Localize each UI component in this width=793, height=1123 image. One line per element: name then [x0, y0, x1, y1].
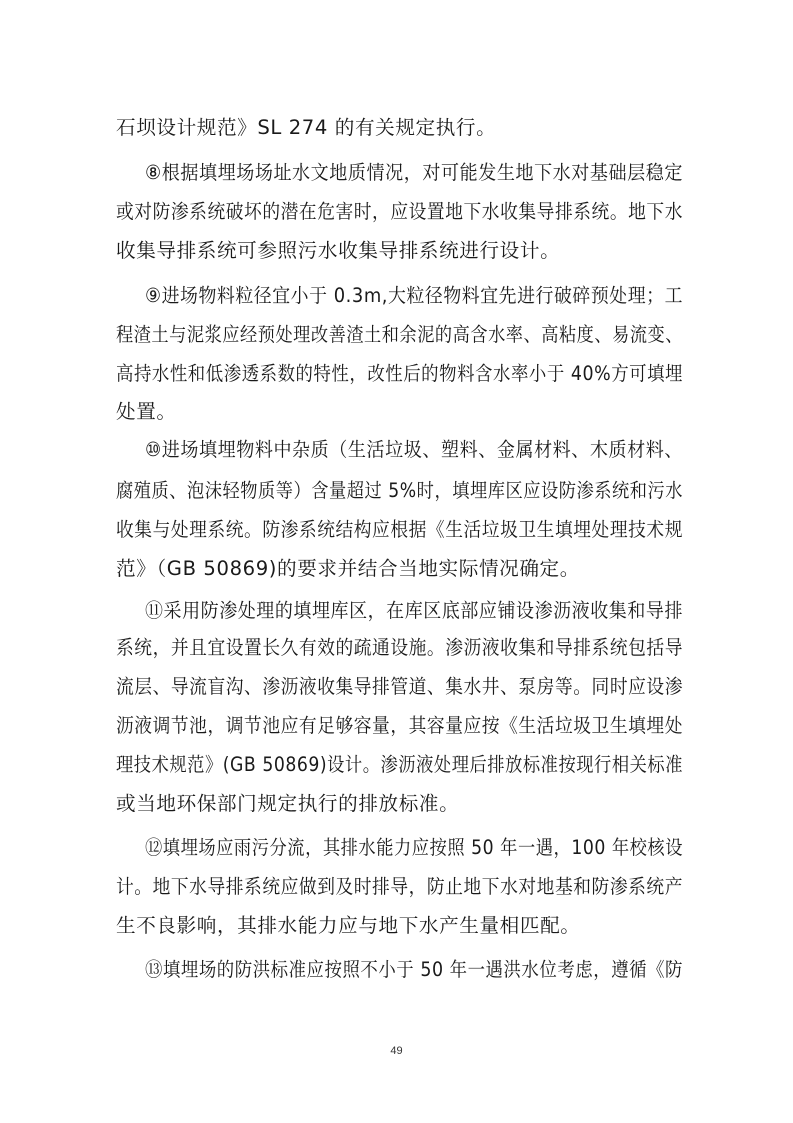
text-line: 流层、导流盲沟、渗沥液收集导排管道、集水井、泵房等。同时应设渗	[116, 675, 683, 698]
text-line: 系统，并且宜设置长久有效的疏通设施。渗沥液收集和导排系统包括导	[116, 636, 683, 659]
text-line: ⑫填埋场应雨污分流，其排水能力应按照 50 年一遇，100 年校核设	[145, 836, 683, 859]
text-line: 计。地下水导排系统应做到及时排导，防止地下水对地基和防渗系统产	[116, 875, 683, 898]
text-line: 生不良影响，其排水能力应与地下水产生量相匹配。	[116, 914, 581, 937]
text-line: 石坝设计规范》SL 274 的有关规定执行。	[116, 116, 497, 139]
text-line: 腐殖质、泡沫轻物质等）含量超过 5%时，填埋库区应设防渗系统和污水	[116, 479, 683, 502]
text-line: ⑩进场填埋物料中杂质（生活垃圾、塑料、金属材料、木质材料、	[145, 438, 683, 461]
text-line: 高持水性和低渗透系数的特性，改性后的物料含水率小于 40%方可填埋	[116, 362, 683, 385]
text-line: 或当地环保部门规定执行的排放标准。	[116, 792, 460, 815]
text-line: 收集导排系统可参照污水收集导排系统进行设计。	[116, 239, 561, 262]
text-line: ⑨进场物料粒径宜小于 0.3m,大粒径物料宜先进行破碎预处理；工	[145, 284, 683, 307]
text-line: 理技术规范》(GB 50869)设计。渗沥液处理后排放标准按现行相关标准	[116, 753, 683, 776]
text-line: 范》（GB 50869)的要求并结合当地实际情况确定。	[116, 557, 580, 580]
text-line: 处置。	[116, 400, 177, 423]
text-line: 沥液调节池，调节池应有足够容量，其容量应按《生活垃圾卫生填埋处	[116, 714, 683, 737]
text-line: 收集与处理系统。防渗系统结构应根据《生活垃圾卫生填埋处理技术规	[116, 518, 683, 541]
text-line: 程渣土与泥浆应经预处理改善渣土和余泥的高含水率、高粘度、易流变、	[116, 323, 683, 346]
text-line: 或对防渗系统破坏的潜在危害时，应设置地下水收集导排系统。地下水	[116, 200, 683, 223]
page-number: 49	[390, 1045, 403, 1057]
text-line: ⑪采用防渗处理的填埋库区，在库区底部应铺设渗沥液收集和导排	[145, 599, 683, 622]
text-line: ⑬填埋场的防洪标准应按照不小于 50 年一遇洪水位考虑，遵循《防	[145, 958, 683, 981]
text-line: ⑧根据填埋场场址水文地质情况，对可能发生地下水对基础层稳定	[145, 161, 683, 184]
